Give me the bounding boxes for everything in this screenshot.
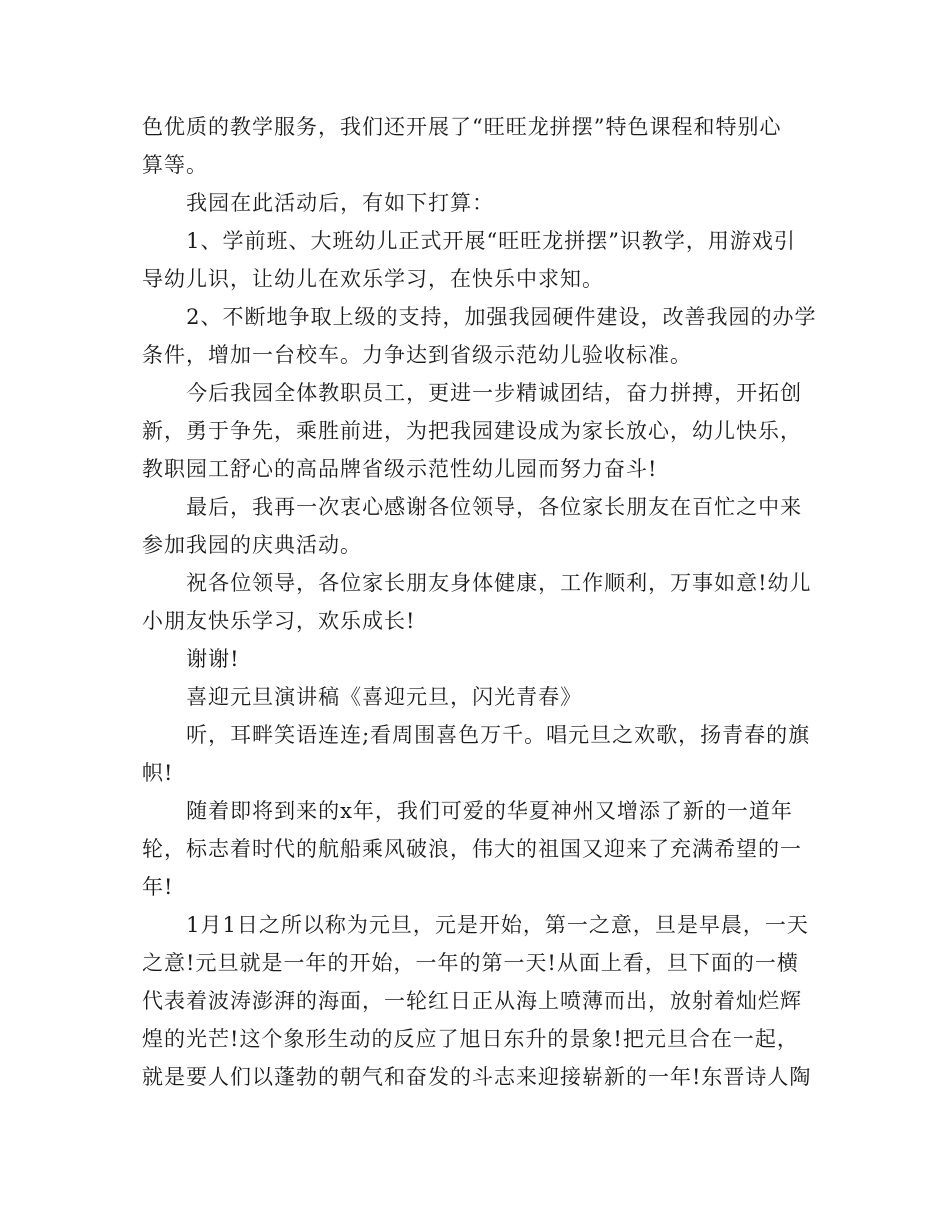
text-line: 祝各位领导，各位家长朋友身体健康，工作顺利，万事如意!幼儿 xyxy=(186,571,812,595)
paragraph xyxy=(142,184,808,222)
text-line: 我园在此活动后，有如下打算： xyxy=(186,191,495,215)
text-line: 导幼儿识，让幼儿在欢乐学习，在快乐中求知。 xyxy=(142,267,604,291)
text-line: 煌的光芒!这个象形生动的反应了旭日东升的景象!把元旦合在一起， xyxy=(142,1027,799,1051)
text-line: 色优质的教学服务，我们还开展了“旺旺龙拼摆”特色课程和特别心 xyxy=(142,115,782,139)
paragraph xyxy=(142,222,808,298)
text-line: 新，勇于争先，乘胜前进，为把我园建设成为家长放心，幼儿快乐， xyxy=(142,419,802,443)
text-line: 年! xyxy=(142,875,174,899)
text-line: 最后，我再一次衷心感谢各位领导，各位家长朋友在百忙之中来 xyxy=(186,495,803,519)
text-line: 之意!元旦就是一年的开始，一年的第一天!从面上看，旦下面的一横 xyxy=(142,951,799,975)
text-line: 代表着波涛澎湃的海面，一轮红日正从海上喷薄而出，放射着灿烂辉 xyxy=(142,989,802,1013)
text-line: 就是要人们以蓬勃的朝气和奋发的斗志来迎接崭新的一年!东晋诗人陶 xyxy=(142,1065,812,1089)
paragraph xyxy=(142,298,817,374)
paragraph xyxy=(142,488,808,564)
text-line: 帜! xyxy=(142,761,174,785)
paragraph xyxy=(142,678,808,716)
paragraph xyxy=(142,906,812,1096)
paragraph xyxy=(142,640,808,678)
text-line: 参加我园的庆典活动。 xyxy=(142,533,362,557)
text-line: 今后我园全体教职员工，更进一步精诚团结，奋力拼搏，开拓创 xyxy=(186,381,803,405)
text-line: 轮，标志着时代的航船乘风破浪，伟大的祖国又迎来了充满希望的一 xyxy=(142,837,802,861)
text-line: 1、学前班、大班幼儿正式开展“旺旺龙拼摆”识教学，用游戏引 xyxy=(186,229,796,253)
paragraph xyxy=(142,716,811,792)
document-body xyxy=(142,108,817,1096)
text-line: 1月1日之所以称为元旦，元是开始，第一之意，旦是早晨，一天 xyxy=(186,913,809,937)
text-line: 教职园工舒心的高品牌省级示范性幼儿园而努力奋斗! xyxy=(142,457,658,481)
paragraph xyxy=(142,108,808,184)
text-line: 小朋友快乐学习，欢乐成长! xyxy=(142,609,416,633)
text-line: 随着即将到来的x年，我们可爱的华夏神州又增添了新的一道年 xyxy=(186,799,793,823)
text-line: 喜迎元旦演讲稿《喜迎元旦，闪光青春》 xyxy=(186,685,583,709)
text-line: 2、不断地争取上级的支持，加强我园硬件建设，改善我园的办学 xyxy=(186,305,817,329)
paragraph xyxy=(142,792,808,906)
text-line: 谢谢! xyxy=(186,647,240,671)
paragraph xyxy=(142,564,812,640)
paragraph xyxy=(142,374,808,488)
text-line: 听，耳畔笑语连连;看周围喜色万千。唱元旦之欢歌，扬青春的旗 xyxy=(186,723,811,747)
text-line: 条件，增加一台校车。力争达到省级示范幼儿验收标准。 xyxy=(142,343,692,367)
text-line: 算等。 xyxy=(142,153,208,177)
